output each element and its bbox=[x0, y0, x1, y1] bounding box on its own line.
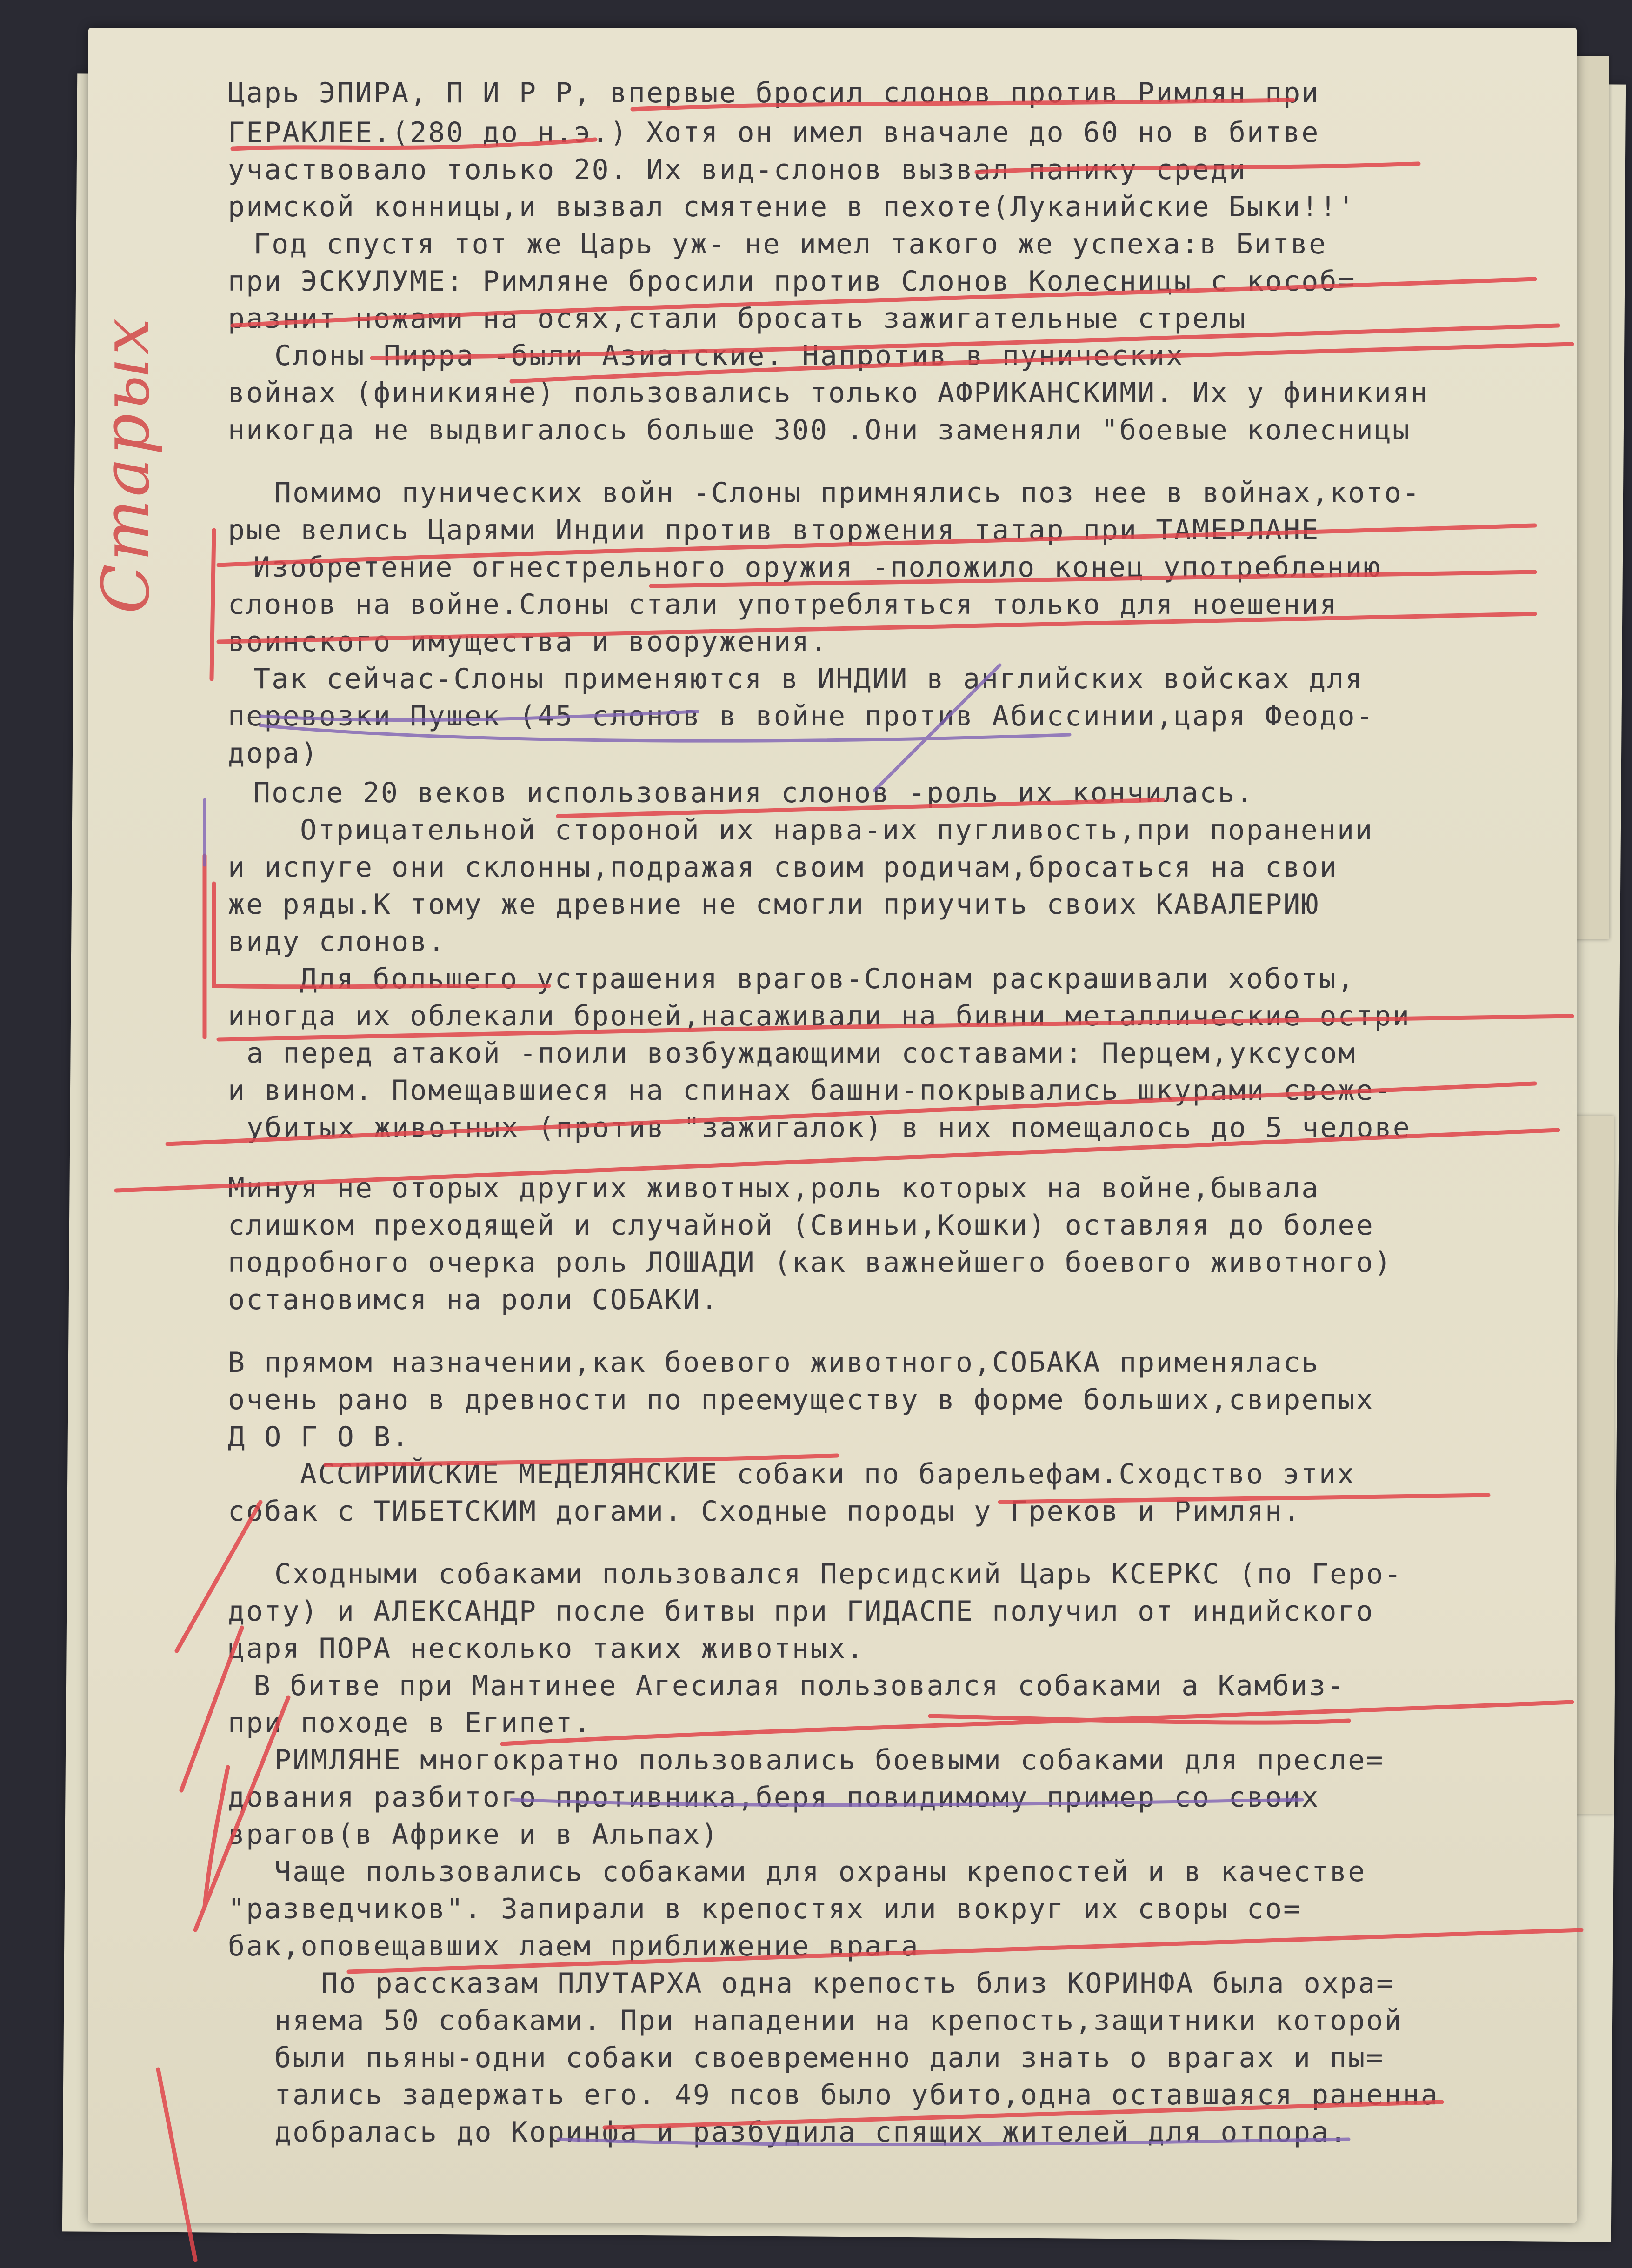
text-line: и испуге они склонны,подражая своим родичам,бросаться на свои bbox=[228, 851, 1338, 884]
text-line: Отрицательной стороной их нарва-их пугливость,при поранении bbox=[300, 814, 1374, 846]
text-line: иногда их облекали броней,насаживали на бивни металлические остри bbox=[228, 1000, 1411, 1032]
text-line: дования разбитого противника,беря повидимому пример со своих bbox=[228, 1781, 1320, 1814]
text-line: ГЕРАКЛЕЕ.(280 до н.э.) Хотя он имел вначале до 60 но в битве bbox=[228, 116, 1320, 149]
text-line: Так сейчас-Слоны применяются в ИНДИИ в английских войсках для bbox=[253, 663, 1364, 695]
text-line: и вином. Помещавшиеся на спинах башни-покрывались шкурами свеже- bbox=[228, 1074, 1392, 1107]
text-line: После 20 веков использования слонов -роль их кончилась. bbox=[253, 777, 1254, 809]
text-line: Для большего устрашения врагов-Слонам раскрашивали хоботы, bbox=[300, 963, 1356, 995]
text-line: В битве при Мантинее Агесилая пользовался собаками а Камбиз- bbox=[253, 1669, 1346, 1702]
text-line: АССИРИЙСКИЕ МЕДЕЛЯНСКИЕ собаки по барельефам.Сходство этих bbox=[300, 1458, 1356, 1490]
text-line: "разведчиков". Запирали в крепостях или вокруг их своры со= bbox=[228, 1893, 1302, 1925]
text-line: рые велись Царями Индии против вторжения татар при ТАМЕРЛАНЕ bbox=[228, 514, 1320, 546]
text-line: царя ПОРА несколько таких животных. bbox=[228, 1632, 865, 1665]
text-line: слишком преходящей и случайной (Свиньи,Кошки) оставляя до более bbox=[228, 1209, 1374, 1242]
text-line: Чаще пользовались собаками для охраны крепостей и в качестве bbox=[274, 1856, 1366, 1888]
text-line: а перед атакой -поили возбуждающими составами: Перцем,уксусом bbox=[246, 1037, 1357, 1070]
text-line: очень рано в древности по преемуществу в форме больших,свирепых bbox=[228, 1383, 1374, 1416]
text-line: участвовало только 20. Их вид-слонов вызвал панику среди bbox=[228, 153, 1247, 186]
text-line: бак,оповещавших лаем приближение врага bbox=[228, 1930, 919, 1962]
text-line: доту) и АЛЕКСАНДР после битвы при ГИДАСПЕ получил от индийского bbox=[228, 1595, 1374, 1628]
text-line: няема 50 собаками. При нападении на крепость,защитники которой bbox=[274, 2004, 1403, 2037]
margin-annotation: Старых bbox=[88, 315, 164, 614]
text-line: перевозки Пушек (45 слонов в войне против Абиссинии,царя Феодо- bbox=[228, 700, 1374, 732]
text-line: при походе в Египет. bbox=[228, 1707, 592, 1739]
text-line: РИМЛЯНЕ многократно пользовались боевыми собаками для пресле= bbox=[274, 1744, 1385, 1776]
text-line: при ЭСКУЛУМЕ: Римляне бросили против Слонов Колесницы с кособ= bbox=[228, 265, 1356, 298]
text-line: были пьяны-одни собаки своевременно дали знать о врагах и пы= bbox=[274, 2042, 1385, 2074]
text-line: Слоны Пирра -были Азиатские. Напротив в пунических bbox=[274, 339, 1185, 372]
text-line: дора) bbox=[228, 737, 319, 770]
text-line: Сходными собаками пользовался Персидский Царь КСЕРКС (по Геро- bbox=[274, 1558, 1403, 1590]
text-line: По рассказам ПЛУТАРХА одна крепость близ КОРИНФА была охра= bbox=[321, 1967, 1395, 2000]
text-line: Помимо пунических войн -Слоны примнялись поз нее в войнах,кото- bbox=[274, 477, 1421, 509]
text-line: Д О Г О В. bbox=[228, 1421, 410, 1453]
text-line: виду слонов. bbox=[228, 925, 446, 958]
text-line: Минуя не оторых других животных,роль которых на войне,бывала bbox=[228, 1172, 1320, 1204]
text-line: слонов на войне.Слоны стали употребляться только для ноешения bbox=[228, 588, 1338, 621]
text-line: же ряды.К тому же древние не смогли приучить своих КАВАЛЕРИЮ bbox=[228, 888, 1320, 921]
text-line: Царь ЭПИРА, П И Р Р, впервые бросил слонов против Римлян при bbox=[228, 77, 1320, 109]
typed-text-continued bbox=[140, 0, 1581, 113]
text-line: разнит ножами на осях,стали бросать зажигательные стрелы bbox=[228, 302, 1247, 335]
text-line: остановимся на роли СОБАКИ. bbox=[228, 1284, 719, 1316]
text-line: собак с ТИБЕТСКИМ догами. Сходные породы у Греков и Римлян. bbox=[228, 1495, 1302, 1528]
text-line: убитых животных (против "зажигалок) в них помещалось до 5 челове bbox=[246, 1111, 1411, 1144]
text-line: воинского имущества и вооружения. bbox=[228, 625, 829, 658]
text-line: подробного очерка роль ЛОШАДИ (как важнейшего боевого животного) bbox=[228, 1246, 1392, 1279]
text-line: никогда не выдвигалось больше 300 .Они заменяли "боевые колесницы bbox=[228, 414, 1411, 446]
text-line: добралась до Коринфа и разбудила спящих жителей для отпора. bbox=[274, 2116, 1348, 2148]
text-line: тались задержать его. 49 псов было убито,одна оставшаяся раненна bbox=[274, 2079, 1439, 2111]
text-line: врагов(в Африке и в Альпах) bbox=[228, 1818, 719, 1851]
text-line: В прямом назначении,как боевого животного,СОБАКА применялась bbox=[228, 1346, 1320, 1379]
text-line: войнах (финикияне) пользовались только АФРИКАНСКИМИ. Их у финикиян bbox=[228, 377, 1429, 409]
text-line: римской конницы,и вызвал смятение в пехоте(Луканийские Быки!!' bbox=[228, 191, 1356, 223]
text-line: Изобретение огнестрельного оружия -положило конец употреблению bbox=[253, 551, 1382, 584]
typed-text bbox=[140, 0, 1581, 2222]
text-line: Год спустя тот же Царь уж- не имел такого же успеха:в Битве bbox=[253, 228, 1327, 260]
